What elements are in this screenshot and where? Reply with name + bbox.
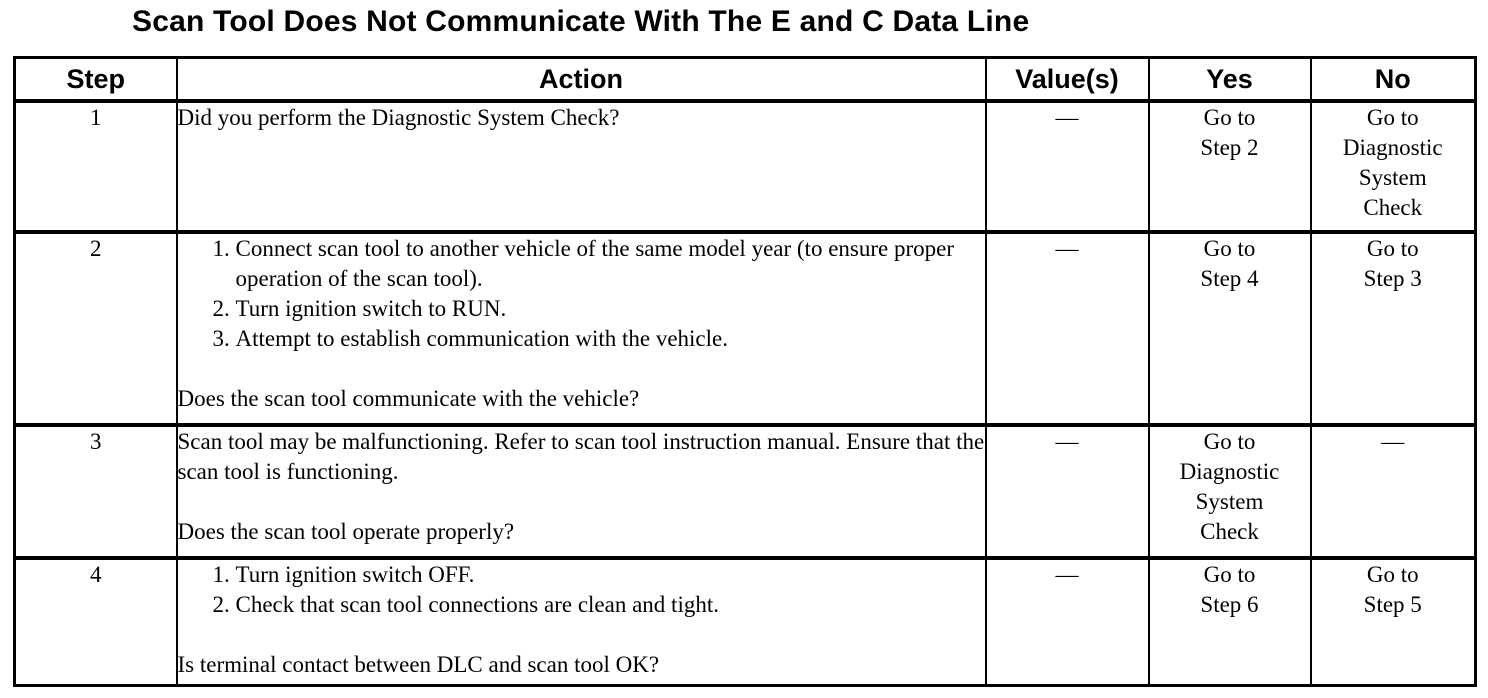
yes-line: Go to xyxy=(1203,105,1256,130)
value-dash: — xyxy=(1055,562,1079,587)
yes-cell xyxy=(1149,425,1311,558)
step-number: 3 xyxy=(15,425,177,558)
yes-line: System xyxy=(1195,489,1264,514)
yes-line: Diagnostic xyxy=(1179,459,1280,484)
step-number: 4 xyxy=(15,558,177,685)
action-list-item: 1. Turn ignition switch OFF. xyxy=(236,560,985,590)
header-action: Action xyxy=(177,58,986,102)
header-no: No xyxy=(1311,58,1476,102)
table-row xyxy=(15,558,1476,685)
action-list-item: 3. Attempt to establish communication with the vehicle. xyxy=(236,324,985,354)
no-line: Go to xyxy=(1366,236,1419,261)
value-cell xyxy=(986,101,1149,232)
action-list-item: 1. Connect scan tool to another vehicle of the same model year (to ensure proper operation of the scan tool). xyxy=(236,234,985,294)
yes-cell xyxy=(1149,232,1311,425)
table-row xyxy=(15,232,1476,425)
action-cell xyxy=(177,425,986,558)
yes-cell xyxy=(1149,558,1311,685)
no-cell xyxy=(1311,232,1476,425)
yes-line: Step 6 xyxy=(1200,592,1259,617)
yes-line: Check xyxy=(1200,519,1259,544)
no-line: Go to xyxy=(1366,105,1419,130)
no-line: Go to xyxy=(1366,562,1419,587)
action-question: Is terminal contact between DLC and scan tool OK? xyxy=(177,652,660,677)
no-cell xyxy=(1311,558,1476,685)
diagnostic-table xyxy=(13,56,1477,687)
yes-line: Go to xyxy=(1203,562,1256,587)
no-cell xyxy=(1311,425,1476,558)
no-line: Check xyxy=(1363,195,1423,220)
step-number: 1 xyxy=(15,101,177,232)
action-list-item: 2. Turn ignition switch to RUN. xyxy=(236,294,985,324)
yes-line: Go to xyxy=(1203,236,1256,261)
value-dash: — xyxy=(1055,236,1079,261)
action-cell xyxy=(177,101,986,232)
value-cell xyxy=(986,558,1149,685)
action-cell xyxy=(177,232,986,425)
action-text: Scan tool may be malfunctioning. Refer to scan tool instruction manual. Ensure that the scan tool is functioning. xyxy=(177,429,985,484)
no-cell xyxy=(1311,101,1476,232)
yes-cell xyxy=(1149,101,1311,232)
header-yes: Yes xyxy=(1149,58,1311,102)
header-value: Value(s) xyxy=(986,58,1149,102)
action-cell xyxy=(177,558,986,685)
page-title: Scan Tool Does Not Communicate With The E and C Data Line xyxy=(132,5,1030,38)
no-line: Step 5 xyxy=(1363,592,1422,617)
action-text: Did you perform the Diagnostic System Check? xyxy=(177,105,620,130)
action-question: Does the scan tool communicate with the vehicle? xyxy=(177,386,640,411)
step-number: 2 xyxy=(15,232,177,425)
value-dash: — xyxy=(1055,105,1079,130)
header-step: Step xyxy=(15,58,177,102)
table-row xyxy=(15,101,1476,232)
value-dash: — xyxy=(1055,429,1079,454)
table-row xyxy=(15,425,1476,558)
no-line: — xyxy=(1381,429,1405,454)
action-question: Does the scan tool operate properly? xyxy=(177,519,515,544)
yes-line: Step 2 xyxy=(1200,135,1259,160)
value-cell xyxy=(986,232,1149,425)
value-cell xyxy=(986,425,1149,558)
yes-line: Step 4 xyxy=(1200,266,1259,291)
action-list xyxy=(178,560,985,620)
no-line: Step 3 xyxy=(1363,266,1422,291)
yes-line: Go to xyxy=(1203,429,1256,454)
action-list xyxy=(178,234,985,354)
no-line: System xyxy=(1358,165,1427,190)
no-line: Diagnostic xyxy=(1342,135,1443,160)
action-list-item: 2. Check that scan tool connections are clean and tight. xyxy=(236,590,985,620)
header-row xyxy=(15,58,1476,102)
